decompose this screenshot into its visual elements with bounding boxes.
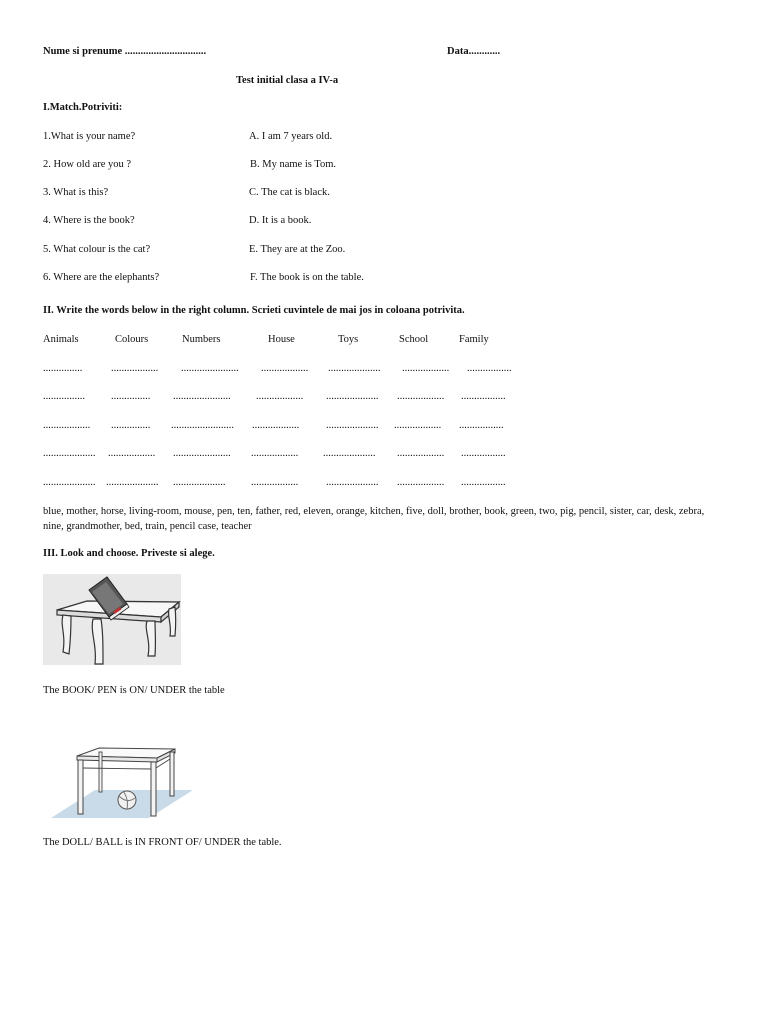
choice-sentence: The BOOK/ PEN is ON/ UNDER the table	[43, 685, 225, 696]
answer-blank[interactable]: ....................	[106, 477, 159, 488]
date-field-label: Data............	[447, 46, 501, 57]
answer-blank[interactable]: ...............	[111, 391, 151, 402]
answer-blank[interactable]: .................	[461, 477, 506, 488]
match-answer: E. They are at the Zoo.	[249, 244, 346, 255]
answer-blank[interactable]: ....................	[328, 363, 381, 374]
choice-sentence: The DOLL/ BALL is IN FRONT OF/ UNDER the table.	[43, 837, 282, 848]
answer-blank[interactable]: ..................	[252, 420, 300, 431]
answer-blank[interactable]: ....................	[326, 391, 379, 402]
match-answer: F. The book is on the table.	[250, 272, 364, 283]
page-title: Test initial clasa a IV-a	[236, 75, 339, 86]
match-question: 6. Where are the elephants?	[43, 272, 160, 283]
answer-blank[interactable]: ......................	[181, 363, 239, 374]
column-header-animals: Animals	[43, 334, 79, 345]
answer-blank[interactable]: ..................	[256, 391, 304, 402]
answer-blank[interactable]: ....................	[173, 477, 226, 488]
answer-blank[interactable]: .................	[461, 391, 506, 402]
column-header-school: School	[399, 334, 429, 345]
section-2-heading: II. Write the words below in the right column. Scrieti cuvintele de mai jos in coloana potrivita.	[43, 305, 465, 316]
match-answer: A. I am 7 years old.	[249, 131, 333, 142]
match-answer: B. My name is Tom.	[250, 159, 336, 170]
section-3-heading: III. Look and choose. Priveste si alege.	[43, 548, 215, 559]
answer-blank[interactable]: ....................	[43, 477, 96, 488]
match-question: 2. How old are you ?	[43, 159, 132, 170]
answer-blank[interactable]: ..................	[251, 477, 299, 488]
answer-blank[interactable]: .................	[459, 420, 504, 431]
match-answer: C. The cat is black.	[249, 187, 330, 198]
column-header-toys: Toys	[338, 334, 359, 345]
book-on-table-image	[43, 574, 181, 665]
answer-blank[interactable]: ....................	[326, 420, 379, 431]
answer-blank[interactable]: ..................	[397, 448, 445, 459]
answer-blank[interactable]: ..................	[397, 477, 445, 488]
match-question: 5. What colour is the cat?	[43, 244, 151, 255]
column-header-house: House	[268, 334, 295, 345]
answer-blank[interactable]: ......................	[173, 448, 231, 459]
section-1-heading: I.Match.Potriviti:	[43, 102, 123, 113]
answer-blank[interactable]: ....................	[323, 448, 376, 459]
answer-blank[interactable]: ......................	[173, 391, 231, 402]
answer-blank[interactable]: ....................	[43, 448, 96, 459]
answer-blank[interactable]: ..................	[43, 420, 91, 431]
name-field-label: Nume si prenume ...............................	[43, 46, 207, 57]
answer-blank[interactable]: ...............	[111, 420, 151, 431]
match-answer: D. It is a book.	[249, 215, 312, 226]
answer-blank[interactable]: .................	[467, 363, 512, 374]
match-question: 1.What is your name?	[43, 131, 136, 142]
word-bank: blue, mother, horse, living-room, mouse, pen, ten, father, red, eleven, orange, kitchen, five, doll, brother, book, green, two, pig, pencil, sister, car, desk, zebra, nine, grandmother, bed, train, pencil case, teacher	[43, 506, 705, 532]
answer-blank[interactable]: ..................	[108, 448, 156, 459]
match-question: 4. Where is the book?	[43, 215, 135, 226]
column-header-family: Family	[459, 334, 489, 345]
answer-blank[interactable]: ..................	[111, 363, 159, 374]
answer-blank[interactable]: ..................	[402, 363, 450, 374]
answer-blank[interactable]: ................	[43, 391, 85, 402]
answer-blank[interactable]: ..................	[397, 391, 445, 402]
ball-under-table-image	[43, 744, 195, 822]
column-header-numbers: Numbers	[182, 334, 221, 345]
answer-blank[interactable]: ...............	[43, 363, 83, 374]
answer-blank[interactable]: ....................	[326, 477, 379, 488]
answer-blank[interactable]: ..................	[394, 420, 442, 431]
answer-blank[interactable]: ..................	[251, 448, 299, 459]
column-header-colours: Colours	[115, 334, 149, 345]
answer-blank[interactable]: .................	[461, 448, 506, 459]
answer-blank[interactable]: ..................	[261, 363, 309, 374]
match-question: 3. What is this?	[43, 187, 109, 198]
answer-blank[interactable]: ........................	[171, 420, 234, 431]
